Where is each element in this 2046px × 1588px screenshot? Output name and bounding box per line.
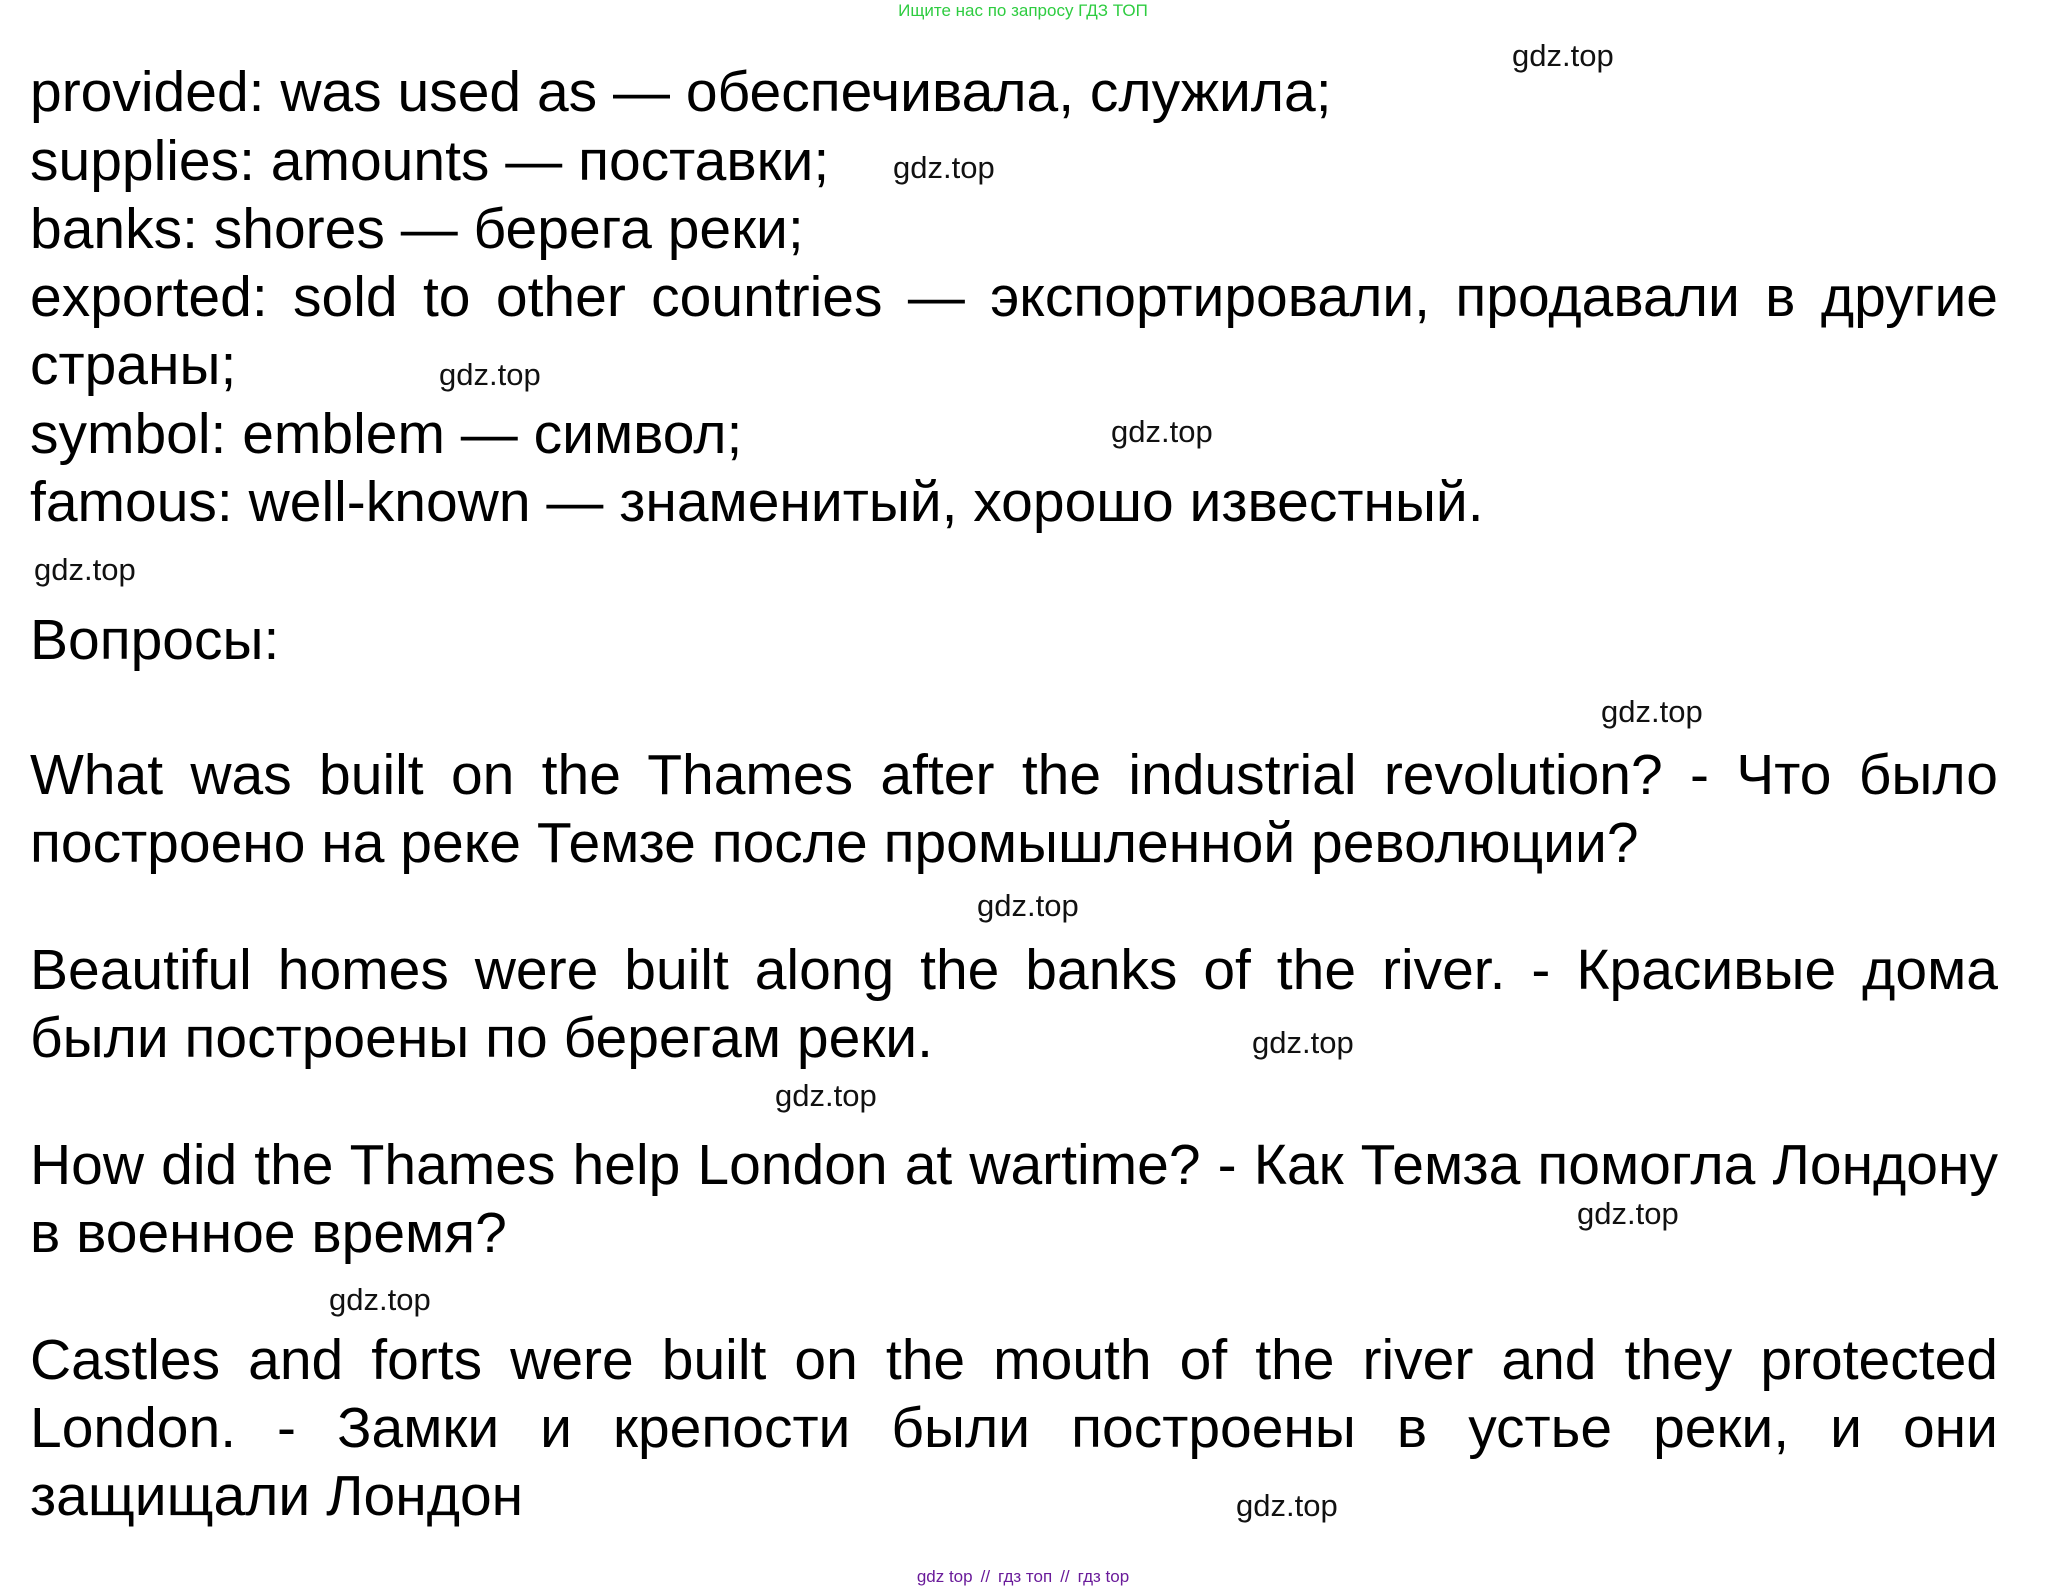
vocab-line-banks: banks: shores — берега реки; xyxy=(30,197,804,261)
watermark-gdz: gdz.top xyxy=(329,1282,431,1317)
watermark-gdz: gdz.top xyxy=(1236,1488,1338,1523)
footer-link-gdz-top-mixed[interactable]: гдз top xyxy=(1077,1567,1130,1586)
watermark-gdz: gdz.top xyxy=(1512,38,1614,73)
top-banner: Ищите нас по запросу ГДЗ ТОП xyxy=(898,1,1148,20)
watermark-gdz: gdz.top xyxy=(34,552,136,587)
watermark-gdz: gdz.top xyxy=(893,150,995,185)
watermark-gdz: gdz.top xyxy=(1601,694,1703,729)
footer-link-gdz-top-ru[interactable]: гдз топ xyxy=(998,1567,1053,1586)
watermark-gdz: gdz.top xyxy=(977,888,1079,923)
vocab-line-exported: exported: sold to other countries — экспортировали, продавали в другие страны; xyxy=(30,265,1998,397)
qa-paragraph-3: How did the Thames help London at wartime? - Как Темза помогла Лондону в военное время? xyxy=(30,1133,1998,1265)
qa-paragraph-2: Beautiful homes were built along the banks of the river. - Красивые дома были построены по берегам реки. xyxy=(30,938,1998,1070)
vocab-line-famous: famous: well-known — знаменитый, хорошо известный. xyxy=(30,470,1484,534)
vocab-line-supplies: supplies: amounts — поставки; xyxy=(30,129,830,193)
questions-heading: Вопросы: xyxy=(30,608,280,672)
qa-paragraph-4: Castles and forts were built on the mouth of the river and they protected London. - Замки и крепости были построены в устье реки, и они защищали Лондон xyxy=(30,1328,1998,1528)
vocab-line-symbol: symbol: emblem — символ; xyxy=(30,402,743,466)
watermark-gdz: gdz.top xyxy=(1577,1196,1679,1231)
footer-separator: // xyxy=(1060,1567,1070,1586)
footer-separator: // xyxy=(980,1567,991,1586)
footer xyxy=(0,1566,2046,1588)
watermark-gdz: gdz.top xyxy=(1252,1025,1354,1060)
footer-link-gdz-top[interactable]: gdz top xyxy=(916,1567,973,1586)
watermark-gdz: gdz.top xyxy=(1111,414,1213,449)
watermark-gdz: gdz.top xyxy=(775,1078,877,1113)
watermark-gdz: gdz.top xyxy=(439,357,541,392)
qa-paragraph-1: What was built on the Thames after the industrial revolution? - Что было построено на реке Темзе после промышленной революции? xyxy=(30,743,1998,875)
vocab-line-provided: provided: was used as — обеспечивала, служила; xyxy=(30,60,1332,124)
